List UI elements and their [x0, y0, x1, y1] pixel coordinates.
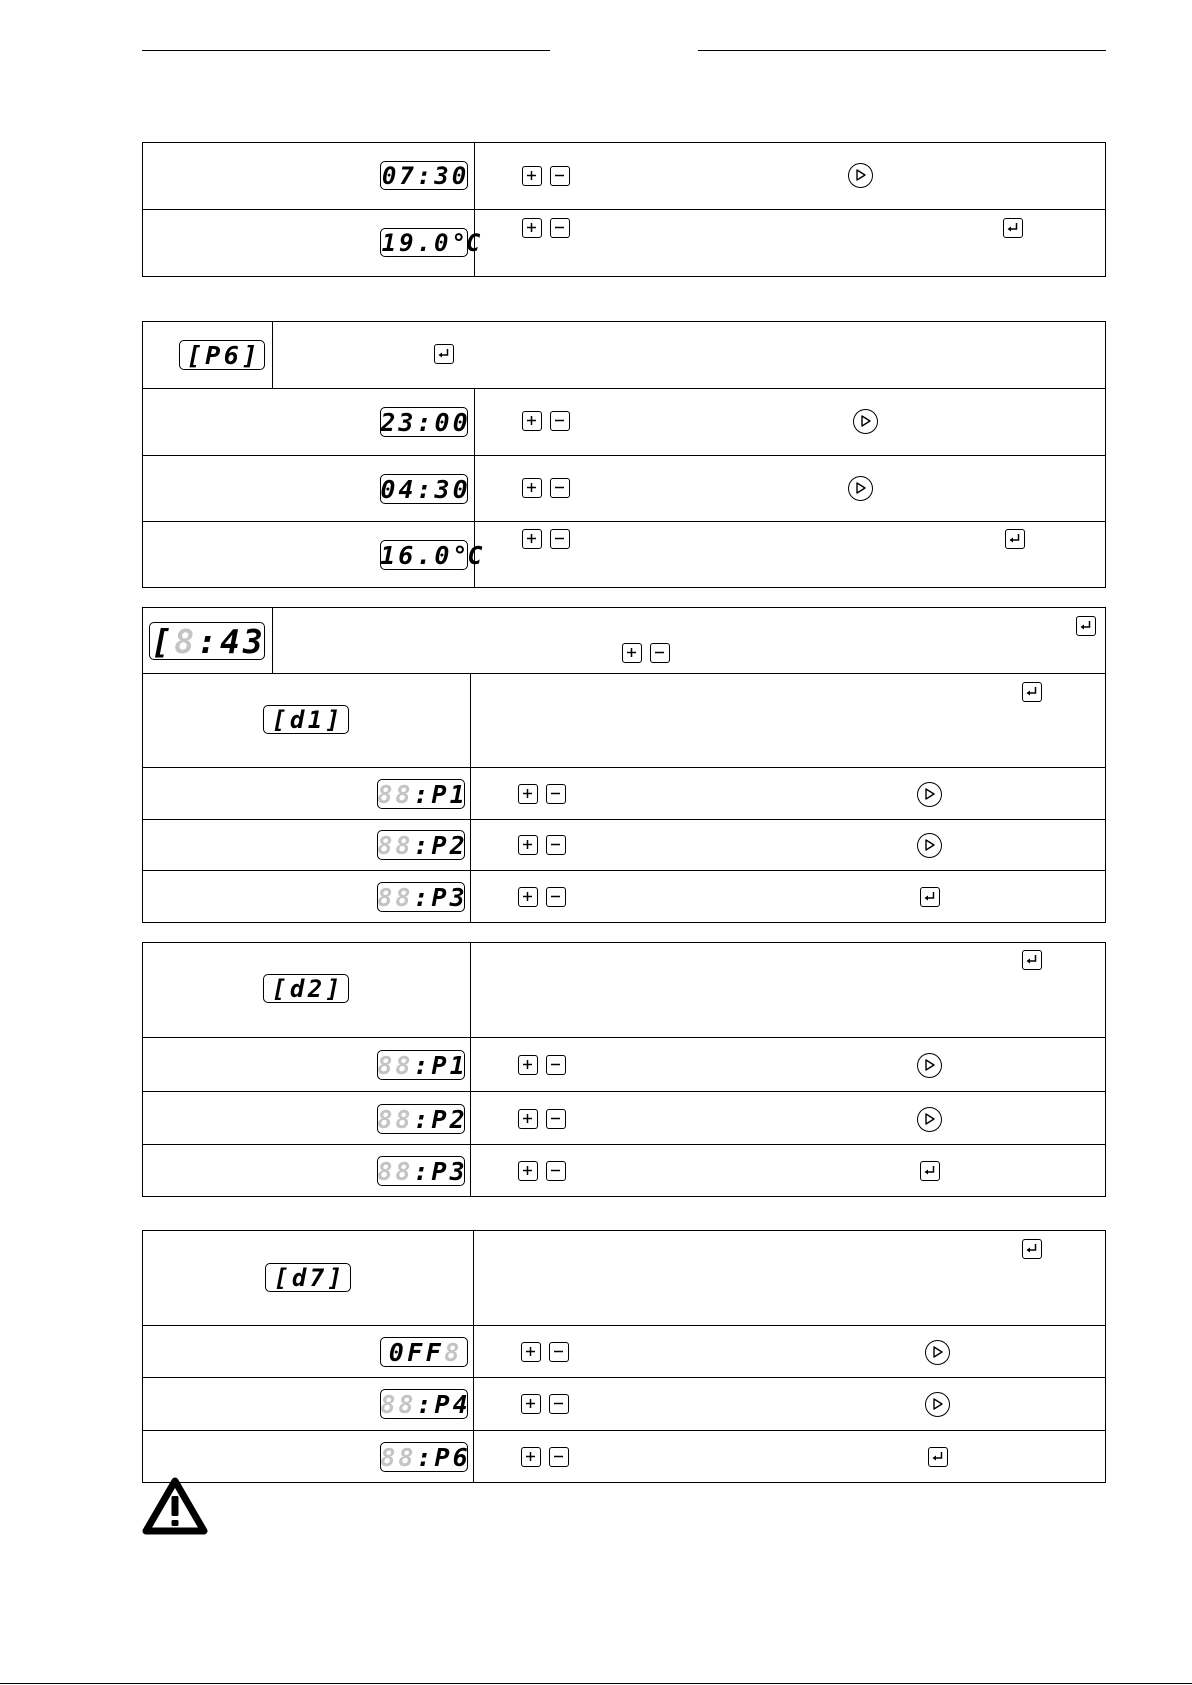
- plus-key-icon: [518, 835, 538, 855]
- enter-key-icon: [920, 887, 940, 907]
- lcd-digit: 9: [399, 228, 414, 257]
- lcd-display: [377, 779, 465, 809]
- settings-table-e: [142, 1230, 1106, 1483]
- lcd-digit: P: [431, 1156, 447, 1186]
- instruction-cell: [474, 1231, 1106, 1326]
- table-row: [143, 674, 1106, 768]
- lcd-digit: P: [431, 1050, 447, 1080]
- display-cell: [143, 943, 471, 1038]
- lcd-display: [377, 1104, 465, 1134]
- next-arrow-icon: [917, 1053, 942, 1078]
- table-row: [143, 1038, 1106, 1092]
- settings-table-d: [142, 942, 1106, 1197]
- plus-key-icon: [518, 1055, 538, 1075]
- table-row: [143, 768, 1106, 820]
- display-cell: [143, 1378, 474, 1431]
- minus-key-icon: [550, 411, 570, 431]
- table-row: [143, 1326, 1106, 1378]
- table-row: [143, 143, 1106, 210]
- minus-key-icon: [650, 643, 670, 663]
- lcd-digit: 0: [388, 1337, 404, 1367]
- minus-key-icon: [549, 1342, 569, 1362]
- lcd-display: [380, 228, 481, 257]
- lcd-display: [149, 622, 265, 660]
- next-arrow-icon: [925, 1392, 950, 1417]
- lcd-digit: 6: [223, 340, 239, 370]
- lcd-digit: 3: [434, 161, 449, 190]
- lcd-digit: 2: [449, 830, 465, 860]
- lcd-digit: P: [205, 340, 221, 370]
- lcd-digit: 0: [451, 161, 467, 190]
- settings-table-b: [142, 321, 1106, 588]
- lcd-display: [179, 340, 265, 370]
- minus-key-icon: [546, 784, 566, 804]
- display-cell: [143, 1431, 474, 1483]
- display-cell: [143, 820, 471, 871]
- enter-key-icon: [1022, 1239, 1042, 1259]
- instruction-cell: [475, 210, 1106, 277]
- lcd-digit: 1: [380, 540, 396, 570]
- lcd-digit: :: [416, 407, 432, 437]
- table-row: [143, 608, 1106, 674]
- display-cell: [143, 143, 475, 210]
- plus-key-icon: [622, 643, 642, 663]
- plus-key-icon: [521, 1342, 541, 1362]
- instruction-cell: [475, 389, 1106, 456]
- plus-key-icon: [522, 166, 542, 186]
- next-arrow-icon: [848, 163, 873, 188]
- lcd-digit: [: [151, 621, 172, 661]
- lcd-digit: 8: [377, 779, 393, 809]
- instruction-cell: [474, 1326, 1106, 1378]
- minus-key-icon: [550, 166, 570, 186]
- minus-key-icon: [546, 1055, 566, 1075]
- lcd-digit: :: [413, 1104, 429, 1134]
- lcd-digit: 3: [449, 882, 465, 912]
- lcd-digit: P: [431, 830, 447, 860]
- lcd-display: [377, 830, 465, 860]
- minus-key-icon: [549, 1447, 569, 1467]
- table-row: [143, 1145, 1106, 1197]
- lcd-digit: 7: [309, 1263, 325, 1292]
- lcd-digit: d: [289, 974, 305, 1003]
- instruction-cell: [475, 522, 1106, 588]
- lcd-digit: 8: [398, 1389, 414, 1419]
- lcd-digit: 3: [398, 407, 414, 437]
- lcd-digit: 8: [444, 1337, 460, 1367]
- lcd-digit: :: [416, 161, 432, 190]
- plus-key-icon: [522, 411, 542, 431]
- lcd-digit: 0: [434, 540, 450, 570]
- lcd-digit: :: [413, 1156, 429, 1186]
- minus-key-icon: [550, 478, 570, 498]
- lcd-digit: 0: [452, 474, 468, 504]
- next-arrow-icon: [925, 1340, 950, 1365]
- minus-key-icon: [549, 1394, 569, 1414]
- instruction-cell: [471, 871, 1106, 923]
- lcd-digit: 1: [381, 228, 397, 257]
- display-cell: [143, 608, 273, 674]
- minus-key-icon: [550, 529, 570, 549]
- enter-key-icon: [1022, 950, 1042, 970]
- lcd-display: [263, 705, 349, 734]
- lcd-digit: .: [416, 228, 432, 257]
- minus-key-icon: [546, 1109, 566, 1129]
- display-cell: [143, 522, 483, 588]
- settings-table-c: [142, 607, 1106, 923]
- lcd-digit: 3: [242, 621, 263, 661]
- lcd-display: [380, 1337, 468, 1367]
- display-cell: [143, 1038, 471, 1092]
- lcd-digit: :: [416, 474, 432, 504]
- minus-key-icon: [546, 1161, 566, 1181]
- lcd-digit: 3: [449, 1156, 465, 1186]
- lcd-display: [380, 1389, 468, 1419]
- lcd-digit: P: [434, 1442, 450, 1472]
- table-row: [143, 1378, 1106, 1431]
- lcd-digit: P: [431, 882, 447, 912]
- lcd-display: [380, 474, 468, 504]
- lcd-digit: 8: [395, 882, 411, 912]
- lcd-digit: 8: [377, 1104, 393, 1134]
- display-cell: [143, 210, 481, 277]
- display-cell: [143, 389, 475, 456]
- plus-key-icon: [522, 218, 542, 238]
- display-cell: [143, 322, 273, 389]
- lcd-digit: P: [431, 1104, 447, 1134]
- minus-key-icon: [546, 887, 566, 907]
- lcd-digit: 0: [434, 407, 450, 437]
- enter-key-icon: [920, 1161, 940, 1181]
- lcd-display: [380, 407, 468, 437]
- minus-key-icon: [550, 218, 570, 238]
- lcd-digit: 2: [449, 1104, 465, 1134]
- footer-rule: [0, 1683, 1192, 1684]
- display-cell: [143, 768, 471, 820]
- instruction-cell: [474, 1431, 1106, 1483]
- lcd-digit: ]: [242, 340, 258, 370]
- lcd-digit: 1: [307, 705, 323, 734]
- lcd-digit: 4: [452, 1389, 468, 1419]
- table-row: [143, 1231, 1106, 1326]
- plus-key-icon: [518, 1161, 538, 1181]
- table-row: [143, 1431, 1106, 1483]
- instruction-cell: [471, 674, 1106, 768]
- lcd-digit: :: [197, 621, 217, 661]
- lcd-digit: 7: [399, 161, 414, 190]
- lcd-digit: 8: [377, 830, 393, 860]
- display-cell: [143, 1092, 471, 1145]
- lcd-display: [265, 1263, 351, 1292]
- settings-table-a: [142, 142, 1106, 277]
- table-row: [143, 1092, 1106, 1145]
- lcd-digit: :: [416, 1389, 432, 1419]
- lcd-digit: ]: [325, 705, 341, 734]
- minus-key-icon: [546, 835, 566, 855]
- plus-key-icon: [521, 1394, 541, 1414]
- next-arrow-icon: [917, 1107, 942, 1132]
- plus-key-icon: [522, 529, 542, 549]
- table-row: [143, 210, 1106, 277]
- lcd-digit: °C: [452, 540, 483, 570]
- lcd-digit: d: [291, 1263, 307, 1292]
- lcd-display: [380, 540, 483, 570]
- lcd-digit: 8: [395, 830, 411, 860]
- lcd-digit: 8: [398, 1442, 414, 1472]
- lcd-digit: ]: [327, 1263, 343, 1292]
- instruction-cell: [471, 1092, 1106, 1145]
- enter-key-icon: [1003, 218, 1023, 238]
- lcd-digit: F: [425, 1337, 441, 1367]
- lcd-digit: 1: [449, 779, 465, 809]
- lcd-digit: 1: [449, 1050, 465, 1080]
- display-cell: [143, 1145, 471, 1197]
- lcd-digit: °C: [451, 228, 481, 257]
- lcd-display: [377, 1050, 465, 1080]
- lcd-digit: 6: [452, 1442, 468, 1472]
- lcd-digit: 8: [380, 1389, 396, 1419]
- lcd-digit: 8: [380, 1442, 396, 1472]
- lcd-digit: F: [407, 1337, 423, 1367]
- lcd-digit: 6: [398, 540, 414, 570]
- lcd-digit: 2: [380, 407, 396, 437]
- enter-key-icon: [1005, 529, 1025, 549]
- lcd-digit: 8: [395, 1104, 411, 1134]
- instruction-cell: [475, 456, 1106, 522]
- display-cell: [143, 1326, 474, 1378]
- lcd-digit: 0: [380, 474, 396, 504]
- lcd-digit: P: [431, 779, 447, 809]
- lcd-digit: 8: [395, 1156, 411, 1186]
- next-arrow-icon: [917, 782, 942, 807]
- lcd-display: [380, 161, 468, 190]
- lcd-digit: :: [416, 1442, 432, 1472]
- lcd-digit: :: [413, 830, 429, 860]
- plus-key-icon: [518, 784, 538, 804]
- lcd-display: [377, 882, 465, 912]
- lcd-digit: d: [289, 705, 305, 734]
- lcd-digit: 8: [377, 1156, 393, 1186]
- instruction-cell: [471, 1145, 1106, 1197]
- lcd-digit: ]: [325, 974, 341, 1003]
- lcd-digit: 4: [219, 621, 240, 661]
- lcd-digit: :: [413, 779, 429, 809]
- display-cell: [143, 456, 475, 522]
- next-arrow-icon: [848, 476, 873, 501]
- plus-key-icon: [522, 478, 542, 498]
- header-rule-right: [698, 50, 1106, 51]
- table-row: [143, 943, 1106, 1038]
- lcd-digit: 8: [174, 621, 195, 661]
- lcd-digit: 0: [434, 228, 449, 257]
- lcd-digit: 8: [395, 1050, 411, 1080]
- plus-key-icon: [521, 1447, 541, 1467]
- lcd-display: [377, 1156, 465, 1186]
- lcd-digit: P: [434, 1389, 450, 1419]
- lcd-digit: 4: [398, 474, 414, 504]
- plus-key-icon: [518, 887, 538, 907]
- lcd-digit: 0: [381, 161, 397, 190]
- table-row: [143, 820, 1106, 871]
- lcd-digit: :: [413, 882, 429, 912]
- next-arrow-icon: [853, 409, 878, 434]
- enter-key-icon: [1022, 682, 1042, 702]
- table-row: [143, 456, 1106, 522]
- enter-key-icon: [928, 1447, 948, 1467]
- plus-key-icon: [518, 1109, 538, 1129]
- lcd-digit: 0: [452, 407, 468, 437]
- lcd-digit: [: [186, 340, 202, 370]
- lcd-digit: [: [273, 1263, 289, 1292]
- lcd-digit: .: [416, 540, 432, 570]
- lcd-digit: 2: [307, 974, 323, 1003]
- instruction-cell: [475, 143, 1106, 210]
- next-arrow-icon: [917, 833, 942, 858]
- instruction-cell: [471, 1038, 1106, 1092]
- display-cell: [143, 1231, 474, 1326]
- instruction-cell: [273, 322, 1106, 389]
- instruction-cell: [471, 820, 1106, 871]
- enter-key-icon: [1076, 616, 1096, 636]
- lcd-digit: :: [413, 1050, 429, 1080]
- instruction-cell: [471, 943, 1106, 1038]
- lcd-digit: 8: [377, 882, 393, 912]
- instruction-cell: [471, 768, 1106, 820]
- table-row: [143, 389, 1106, 456]
- lcd-display: [263, 974, 349, 1003]
- lcd-digit: 8: [395, 779, 411, 809]
- lcd-digit: 8: [377, 1050, 393, 1080]
- enter-key-icon: [434, 344, 454, 364]
- warning-triangle-icon: [141, 1476, 209, 1536]
- lcd-digit: [: [271, 974, 287, 1003]
- table-row: [143, 322, 1106, 389]
- table-row: [143, 871, 1106, 923]
- header-rule-left: [142, 50, 550, 51]
- lcd-digit: [: [271, 705, 287, 734]
- table-row: [143, 522, 1106, 588]
- display-cell: [143, 871, 471, 923]
- instruction-cell: [273, 608, 1106, 674]
- lcd-display: [380, 1442, 468, 1472]
- instruction-cell: [474, 1378, 1106, 1431]
- display-cell: [143, 674, 471, 768]
- lcd-digit: 3: [434, 474, 450, 504]
